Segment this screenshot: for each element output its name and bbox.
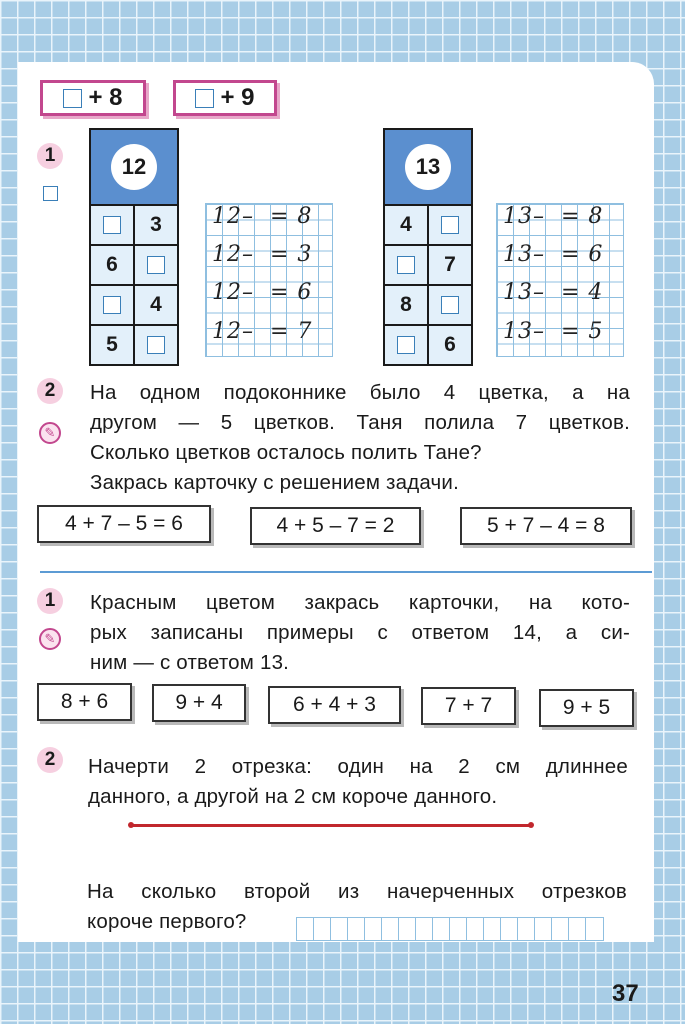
house-row [91, 246, 177, 286]
number-house-right [383, 128, 473, 366]
house-roof [91, 130, 177, 206]
empty-box [397, 336, 415, 354]
top-card-label: + 8 [88, 84, 123, 111]
text-line: На сколько второй из начерченных отрезков [87, 880, 627, 903]
text-line: ним — с ответом 13. [90, 651, 290, 674]
pencil-icon: ✎ [39, 628, 61, 650]
house-cell[interactable] [91, 286, 135, 324]
text-line: Сколько цветков осталось полить Тане? [90, 441, 482, 464]
text-line: Начерти 2 отрезка: один на 2 см длиннее [88, 755, 628, 778]
text-line: данного, а другой на 2 см короче данного. [88, 785, 498, 808]
handwritten-equation: 13– = 4 [503, 280, 604, 305]
solution-card[interactable]: 5 + 7 – 4 = 8 [460, 507, 632, 545]
number-house-left [89, 128, 179, 366]
task-number-badge: 2 [37, 378, 63, 404]
house-number: 13 [405, 144, 451, 190]
house-cell: 5 [91, 326, 135, 364]
house-cell: 8 [385, 286, 429, 324]
house-row [385, 326, 471, 364]
solution-card[interactable]: 4 + 5 – 7 = 2 [250, 507, 421, 545]
empty-box [397, 256, 415, 274]
task-text [90, 378, 630, 498]
house-roof [385, 130, 471, 206]
task-text [90, 588, 630, 678]
text-line: другом — 5 цветков. Таня полила 7 цветков. [90, 411, 630, 434]
house-row [385, 206, 471, 246]
solution-card[interactable]: 4 + 7 – 5 = 6 [37, 505, 211, 543]
top-card-plus-9 [173, 80, 277, 116]
handwritten-equation: 13– = 5 [503, 319, 604, 344]
handwritten-equation: 12– = 7 [212, 319, 313, 344]
answer-cells[interactable] [296, 917, 604, 941]
top-card-label: + 9 [220, 84, 255, 111]
empty-box [103, 216, 121, 234]
empty-box [441, 296, 459, 314]
handwritten-equation: 12– = 3 [212, 242, 313, 267]
house-cell[interactable] [385, 326, 429, 364]
house-cell[interactable] [385, 246, 429, 284]
empty-box [103, 296, 121, 314]
example-card[interactable]: 9 + 5 [539, 689, 634, 727]
text-line: На одном подоконнике было 4 цветка, а на [90, 381, 630, 404]
handwritten-equation: 13– = 6 [503, 242, 604, 267]
handwritten-equation: 13– = 8 [503, 204, 604, 229]
text-line: рых записаны примеры с ответом 14, а си- [90, 621, 630, 644]
section-divider [40, 571, 652, 573]
task-number-badge: 1 [37, 588, 63, 614]
top-card-plus-8 [40, 80, 146, 116]
handwritten-equation: 12– = 6 [212, 280, 313, 305]
house-cell[interactable] [135, 246, 177, 284]
house-cell[interactable] [429, 206, 471, 244]
house-cell: 3 [150, 213, 162, 236]
house-row [91, 286, 177, 326]
house-row [385, 246, 471, 286]
example-card[interactable]: 7 + 7 [421, 687, 516, 725]
house-cell: 4 [385, 206, 429, 244]
house-cell: 6 [444, 333, 456, 356]
pencil-icon: ✎ [39, 422, 61, 444]
house-number: 12 [111, 144, 157, 190]
house-row [385, 286, 471, 326]
example-card[interactable]: 6 + 4 + 3 [268, 686, 401, 724]
house-cell: 6 [91, 246, 135, 284]
house-row [91, 326, 177, 364]
text-line: Красным цветом закрась карточки, на кото- [90, 591, 630, 614]
handwritten-grid-left [205, 203, 333, 357]
text-line: Закрась карточку с решением задачи. [90, 471, 459, 494]
handwritten-grid-right [496, 203, 624, 357]
example-card[interactable]: 9 + 4 [152, 684, 246, 722]
empty-box [63, 89, 82, 108]
task-number-badge: 2 [37, 747, 63, 773]
house-row [91, 206, 177, 246]
given-segment [131, 824, 531, 827]
empty-box [441, 216, 459, 234]
task-number-badge: 1 [37, 143, 63, 169]
empty-box [147, 336, 165, 354]
task-text [88, 752, 628, 812]
example-card[interactable]: 8 + 6 [37, 683, 132, 721]
handwritten-equation: 12– = 8 [212, 204, 313, 229]
page-number: 37 [612, 980, 639, 1007]
empty-box [195, 89, 214, 108]
checkbox[interactable] [43, 186, 58, 201]
house-cell: 4 [150, 293, 162, 316]
house-cell[interactable] [135, 326, 177, 364]
empty-box [147, 256, 165, 274]
house-cell[interactable] [91, 206, 135, 244]
text-line: короче первого? [87, 910, 247, 933]
house-cell: 7 [444, 253, 456, 276]
house-cell[interactable] [429, 286, 471, 324]
